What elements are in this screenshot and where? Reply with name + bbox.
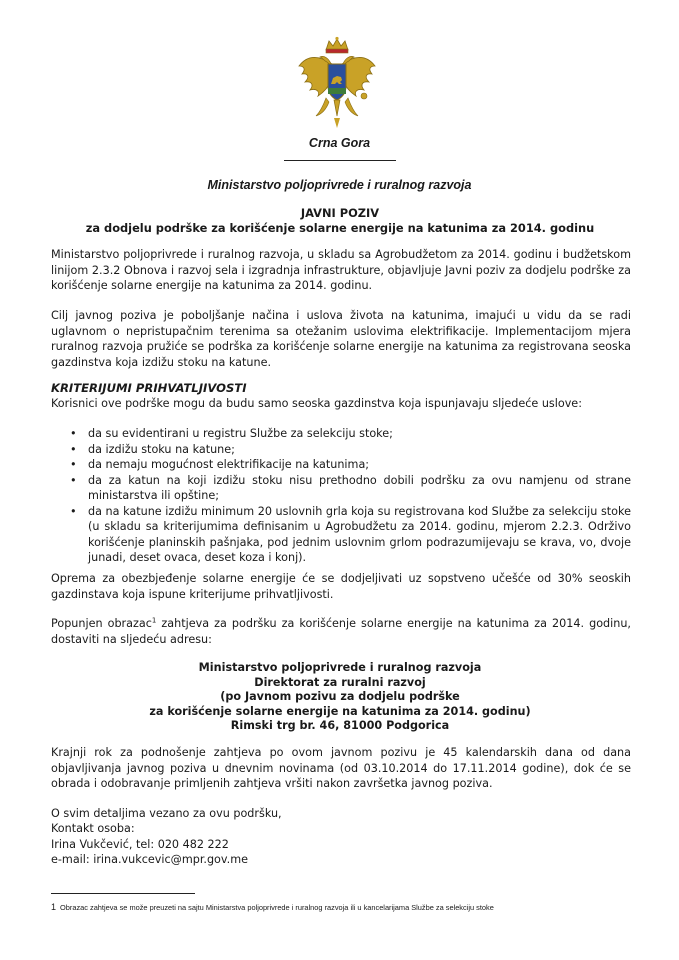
contact-person: Irina Vukčević, tel: 020 482 222 bbox=[51, 837, 229, 851]
mailing-address bbox=[40, 661, 640, 734]
header-divider bbox=[284, 160, 396, 161]
list-item: • da na katune izdižu minimum 20 uslovnih grla koja su registrovana kod Službe za selekciju stoke (u skladu sa kriterijumima definisanim u Agrobudžetu za 2014. godinu, mjerom 2.2.3. Održivo korišćenje planinskih pašnjaka, pod jednim uslovnim grlom podrazumijevaju se krava, vo, dvoje junadi, deset ovaca, deset koza i konj). bbox=[70, 504, 631, 564]
bullet-icon: • bbox=[70, 442, 77, 456]
cofinancing-paragraph: Oprema za obezbjeđenje solarne energije će se dodjeljivati uz sopstveno učešće od 30% seoskih gazdinstava koja ispune kriterijume prihvatljivosti. bbox=[51, 572, 631, 601]
intro-paragraph-1: Ministarstvo poljoprivrede i ruralnog razvoja, u skladu sa Agrobudžetom za 2014. godinu i budžetskom linijom 2.3.2 Obnova i razvoj sela i izgradnja infrastrukture, objavljuje Javni poziv za dodjelu podrške za korišćenje solarne energije na katunima za 2014. godinu. bbox=[51, 248, 631, 292]
coat-of-arms-icon bbox=[296, 36, 378, 134]
deadline-paragraph: Krajnji rok za podnošenje zahtjeva po ovom javnom pozivu je 45 kalendarskih dana od dana objavljivanja javnog poziva u dnevnim novinama (od 03.10.2014 do 17.11.2014 godine), dok će se obrada i odobravanje primljenih zahtjeva vršiti nakon završetka javnog poziva. bbox=[51, 746, 631, 790]
contact-email[interactable]: e-mail: irina.vukcevic@mpr.gov.me bbox=[51, 852, 248, 866]
footnote bbox=[51, 902, 494, 912]
address-line: Direktorat za ruralni razvoj bbox=[254, 675, 426, 689]
intro-paragraph-2: Cilj javnog poziva je poboljšanje načina i uslova života na katunima, imajući u vidu da se radi uglavnom o nepristupačnim terenima sa otežanim uslovima elektrifikacije. Implementacijom mjera ruralnog razvoja pružiće se podrška za korišćenje solarne energije na katunima za registrovana seoska gazdinstva koja izdižu stoku na katune. bbox=[51, 309, 631, 369]
criteria-list bbox=[51, 426, 631, 566]
footnote-number: 1 bbox=[51, 902, 57, 912]
list-item: • da nemaju mogućnost elektrifikacije na katunima; bbox=[70, 458, 370, 471]
bullet-icon: • bbox=[70, 504, 77, 518]
footnote-text: Obrazac zahtjeva se može preuzeti na sajtu Ministarstva poljoprivrede i ruralnog razvoja ili u kancelarijama Službe za selekciju stoke bbox=[60, 903, 494, 912]
bullet-icon: • bbox=[70, 458, 77, 471]
ministry-name: Ministarstvo poljoprivrede i ruralnog razvoja bbox=[207, 178, 472, 192]
contact-label: Kontakt osoba: bbox=[51, 822, 135, 836]
title-line-1: JAVNI POZIV bbox=[300, 206, 380, 220]
criteria-intro: Korisnici ove podrške mogu da budu samo seoska gazdinstva koja ispunjavaju sljedeće uslove: bbox=[51, 397, 582, 410]
contact-intro: O svim detaljima vezano za ovu podršku, bbox=[51, 807, 282, 820]
address-line: (po Javnom pozivu za dodjelu podrške bbox=[220, 690, 460, 704]
address-line: Rimski trg br. 46, 81000 Podgorica bbox=[230, 719, 450, 733]
submission-paragraph: Popunjen obrazac$^1$ zahtjeva za podršku za korišćenje solarne energije na katunima za 2014. godinu, dostaviti na sljedeću adresu: bbox=[51, 616, 631, 646]
footnote-reference[interactable]: 1 bbox=[151, 616, 157, 625]
contact-block bbox=[51, 806, 631, 867]
address-line: za korišćenje solarne energije na katunima za 2014. godinu) bbox=[149, 704, 531, 718]
criteria-heading: KRITERIJUMI PRIHVATLJIVOSTI bbox=[51, 381, 247, 395]
bullet-icon: • bbox=[70, 473, 77, 487]
country-name: Crna Gora bbox=[308, 136, 371, 150]
document-title bbox=[40, 206, 640, 236]
list-item: • da za katun na koji izdižu stoku nisu prethodno dobili podršku za ovu namjenu od strane ministarstva ili opštine; bbox=[70, 473, 631, 502]
footnote-divider bbox=[51, 893, 195, 894]
list-item: • da su evidentirani u registru Službe za selekciju stoke; bbox=[70, 427, 393, 440]
title-line-2: za dodjelu podrške za korišćenje solarne energije na katunima za 2014. godinu bbox=[85, 221, 595, 235]
bullet-icon: • bbox=[70, 427, 77, 440]
address-line: Ministarstvo poljoprivrede i ruralnog razvoja bbox=[198, 661, 482, 674]
list-item: • da izdižu stoku na katune; bbox=[70, 442, 235, 456]
